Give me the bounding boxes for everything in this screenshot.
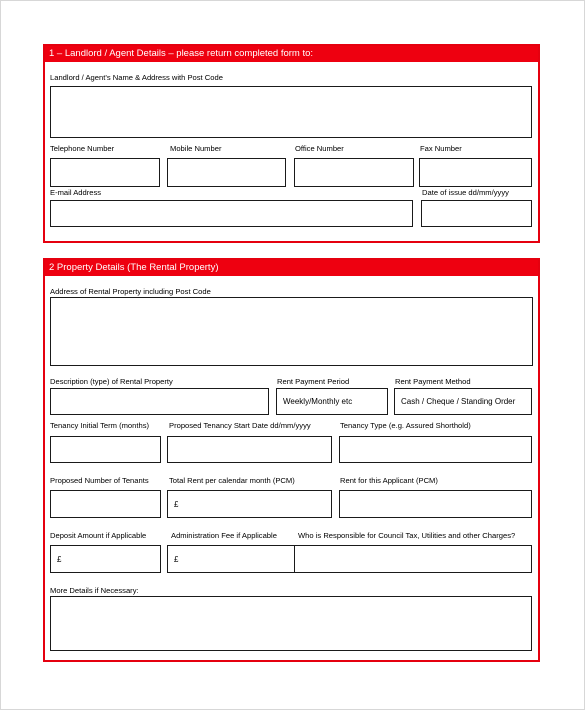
payment-method-value: Cash / Cheque / Standing Order xyxy=(401,397,516,406)
mobile-label: Mobile Number xyxy=(170,144,222,153)
section-1-header: 1 – Landlord / Agent Details – please return completed form to: xyxy=(45,46,538,62)
telephone-field[interactable] xyxy=(50,158,160,187)
name-address-label: Landlord / Agent’s Name & Address with Post Code xyxy=(50,73,223,82)
date-issue-field[interactable] xyxy=(421,200,532,227)
mobile-field[interactable] xyxy=(167,158,286,187)
start-date-field[interactable] xyxy=(167,436,332,463)
payment-period-value: Weekly/Monthly etc xyxy=(283,397,353,406)
description-label: Description (type) of Rental Property xyxy=(50,377,173,386)
property-address-label: Address of Rental Property including Post Code xyxy=(50,287,211,296)
deposit-label: Deposit Amount if Applicable xyxy=(50,531,147,540)
tenancy-type-label: Tenancy Type (e.g. Assured Shorthold) xyxy=(340,421,471,430)
fax-label: Fax Number xyxy=(420,144,462,153)
council-tax-label: Who is Responsible for Council Tax, Utilities and other Charges? xyxy=(298,531,516,540)
more-details-field[interactable] xyxy=(50,596,532,651)
payment-period-label: Rent Payment Period xyxy=(277,377,350,386)
fax-field[interactable] xyxy=(419,158,532,187)
telephone-label: Telephone Number xyxy=(50,144,115,153)
email-label: E-mail Address xyxy=(50,188,102,197)
admin-fee-label: Administration Fee if Applicable xyxy=(171,531,277,540)
office-label: Office Number xyxy=(295,144,344,153)
applicant-rent-field[interactable] xyxy=(339,490,532,518)
initial-term-label: Tenancy Initial Term (months) xyxy=(50,421,150,430)
total-rent-currency: £ xyxy=(174,499,179,509)
payment-method-field[interactable] xyxy=(394,388,532,415)
payment-period-field[interactable] xyxy=(276,388,388,415)
tenancy-type-field[interactable] xyxy=(339,436,532,463)
admin-fee-currency: £ xyxy=(174,554,179,564)
total-rent-label: Total Rent per calendar month (PCM) xyxy=(169,476,295,485)
deposit-currency: £ xyxy=(57,554,62,564)
property-address-field[interactable] xyxy=(50,297,533,366)
initial-term-field[interactable] xyxy=(50,436,161,463)
section-2-header: 2 Property Details (The Rental Property) xyxy=(45,260,538,276)
property-details-section xyxy=(43,258,540,662)
more-details-label: More Details if Necessary: xyxy=(50,586,139,595)
start-date-label: Proposed Tenancy Start Date dd/mm/yyyy xyxy=(169,421,311,430)
description-field[interactable] xyxy=(50,388,269,415)
council-tax-field[interactable] xyxy=(294,545,532,573)
num-tenants-label: Proposed Number of Tenants xyxy=(50,476,149,485)
num-tenants-field[interactable] xyxy=(50,490,161,518)
total-rent-field[interactable] xyxy=(167,490,332,518)
date-issue-label: Date of issue dd/mm/yyyy xyxy=(422,188,509,197)
name-address-field[interactable] xyxy=(50,86,532,138)
deposit-field[interactable] xyxy=(50,545,161,573)
office-field[interactable] xyxy=(294,158,414,187)
applicant-rent-label: Rent for this Applicant (PCM) xyxy=(340,476,438,485)
payment-method-label: Rent Payment Method xyxy=(395,377,471,386)
email-field[interactable] xyxy=(50,200,413,227)
landlord-agent-section xyxy=(43,44,540,243)
